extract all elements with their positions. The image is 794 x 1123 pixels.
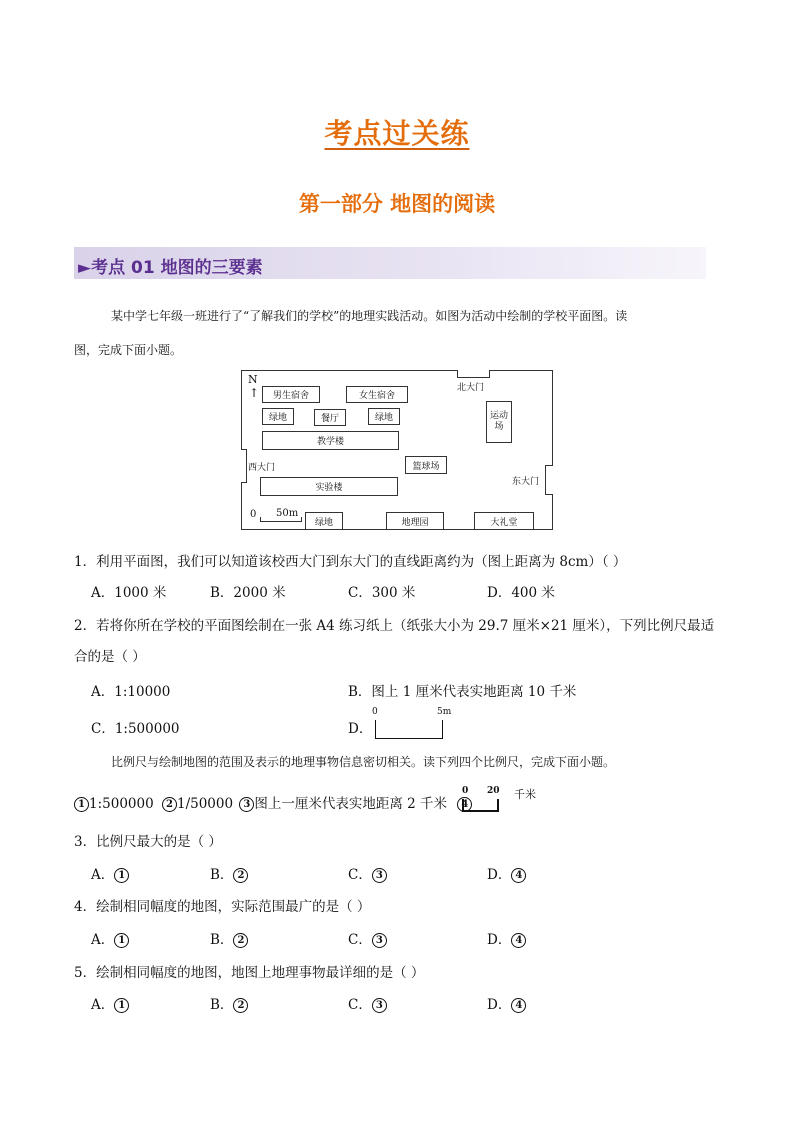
sports-field: 运动场 bbox=[486, 401, 512, 443]
q1-option-a: A．1000 米 bbox=[91, 585, 167, 601]
part-subtitle: 第一部分 地图的阅读 bbox=[298, 192, 496, 216]
q2-option-d: D． bbox=[348, 721, 373, 737]
q1-option-c: C．300 米 bbox=[348, 585, 416, 601]
geography-garden: 地理园 bbox=[386, 512, 444, 529]
q4-option-b: B． 2 bbox=[210, 928, 248, 948]
north-gate-mark bbox=[457, 370, 490, 378]
north-arrow-icon: ↑ bbox=[249, 386, 260, 400]
canteen: 餐厅 bbox=[314, 409, 346, 426]
section-header bbox=[74, 247, 706, 279]
girls-dorm: 女生宿舍 bbox=[346, 386, 408, 403]
west-gate-mark bbox=[241, 449, 247, 483]
q4-option-a: A． 1 bbox=[91, 928, 129, 948]
page-title: 考点过关练 bbox=[324, 117, 470, 150]
scale-2: 1/50000 bbox=[176, 796, 234, 812]
scale-4-bar bbox=[462, 799, 499, 812]
map-scale-bar bbox=[260, 517, 302, 522]
east-gate-label: 东大门 bbox=[512, 477, 540, 487]
scale-1: 1:500000 bbox=[89, 796, 154, 812]
question-4: 4．绘制相同幅度的地图，实际范围最广的是（ ） bbox=[74, 899, 371, 915]
scale-marker-2: 2 bbox=[162, 797, 177, 812]
q3-option-b: B． 2 bbox=[210, 863, 248, 883]
scale-marker-1: 1 bbox=[74, 797, 89, 812]
scale-4-unit: 千米 bbox=[514, 788, 536, 801]
section-label: ►考点 01 地图的三要素 bbox=[78, 258, 263, 278]
intro-line-1: 某中学七年级一班进行了“了解我们的学校”的地理实践活动。如图为活动中绘制的学校平面图。读 bbox=[111, 309, 628, 323]
question-5: 5．绘制相同幅度的地图，地图上地理事物最详细的是（ ） bbox=[74, 965, 425, 981]
q2-option-b: B．图上 1 厘米代表实地距离 10 千米 bbox=[348, 684, 577, 700]
auditorium: 大礼堂 bbox=[474, 512, 534, 529]
map-scale-50m: 50m bbox=[276, 508, 299, 519]
scale-3: 图上一厘米代表实地距离 2 千米 bbox=[254, 796, 448, 812]
q5-option-a: A． 1 bbox=[91, 993, 129, 1013]
q1-option-b: B．2000 米 bbox=[210, 585, 286, 601]
q2-option-c: C．1:500000 bbox=[91, 721, 180, 737]
lab-building: 实验楼 bbox=[260, 477, 398, 496]
scale-4-zero: 0 bbox=[462, 786, 469, 796]
scale-4-twenty: 20 bbox=[487, 786, 500, 796]
q3-option-c: C． 3 bbox=[348, 863, 387, 883]
q3-option-d: D． 4 bbox=[487, 863, 526, 883]
q1-option-d: D．400 米 bbox=[487, 585, 555, 601]
scale-marker-4: 4 bbox=[457, 797, 472, 812]
school-map bbox=[241, 370, 553, 530]
q5-option-c: C． 3 bbox=[348, 993, 387, 1013]
intro-line-3: 比例尺与绘制地图的范围及表示的地理事物信息密切相关。读下列四个比例尺，完成下面小题。 bbox=[111, 755, 616, 769]
map-scale-zero: 0 bbox=[250, 509, 257, 520]
intro-line-2: 图，完成下面小题。 bbox=[74, 343, 183, 357]
green-area-1: 绿地 bbox=[262, 408, 294, 425]
scales-list bbox=[74, 792, 472, 812]
q2-d-scale-5m: 5m bbox=[437, 707, 452, 717]
q2-option-a: A．1:10000 bbox=[91, 684, 171, 700]
scale-marker-3: 3 bbox=[239, 797, 254, 812]
north-gate-label: 北大门 bbox=[457, 383, 485, 393]
q4-option-c: C． 3 bbox=[348, 928, 387, 948]
question-2-line-1: 2．若将你所在学校的平面图绘制在一张 A4 练习纸上（纸张大小为 29.7 厘米×21 厘米），下列比例尺最适 bbox=[74, 618, 715, 634]
question-1: 1．利用平面图，我们可以知道该校西大门到东大门的直线距离约为（图上距离为 8cm）（ ） bbox=[74, 554, 627, 570]
q2-d-scale-zero: 0 bbox=[372, 707, 378, 717]
q3-option-a: A． 1 bbox=[91, 863, 129, 883]
north-label: N bbox=[248, 373, 258, 386]
boys-dorm: 男生宿舍 bbox=[262, 386, 320, 403]
question-3: 3．比例尺最大的是（ ） bbox=[74, 834, 222, 850]
teaching-building: 教学楼 bbox=[262, 431, 399, 450]
east-gate-mark bbox=[545, 465, 553, 495]
green-area-3: 绿地 bbox=[305, 512, 343, 529]
west-gate-label: 西大门 bbox=[248, 463, 276, 473]
q5-option-d: D． 4 bbox=[487, 993, 526, 1013]
basketball-court: 篮球场 bbox=[405, 456, 447, 474]
green-area-2: 绿地 bbox=[368, 408, 400, 425]
q5-option-b: B． 2 bbox=[210, 993, 248, 1013]
q4-option-d: D． 4 bbox=[487, 928, 526, 948]
question-2-line-2: 合的是（ ） bbox=[74, 649, 146, 665]
q2-d-scale-bar bbox=[375, 720, 443, 739]
